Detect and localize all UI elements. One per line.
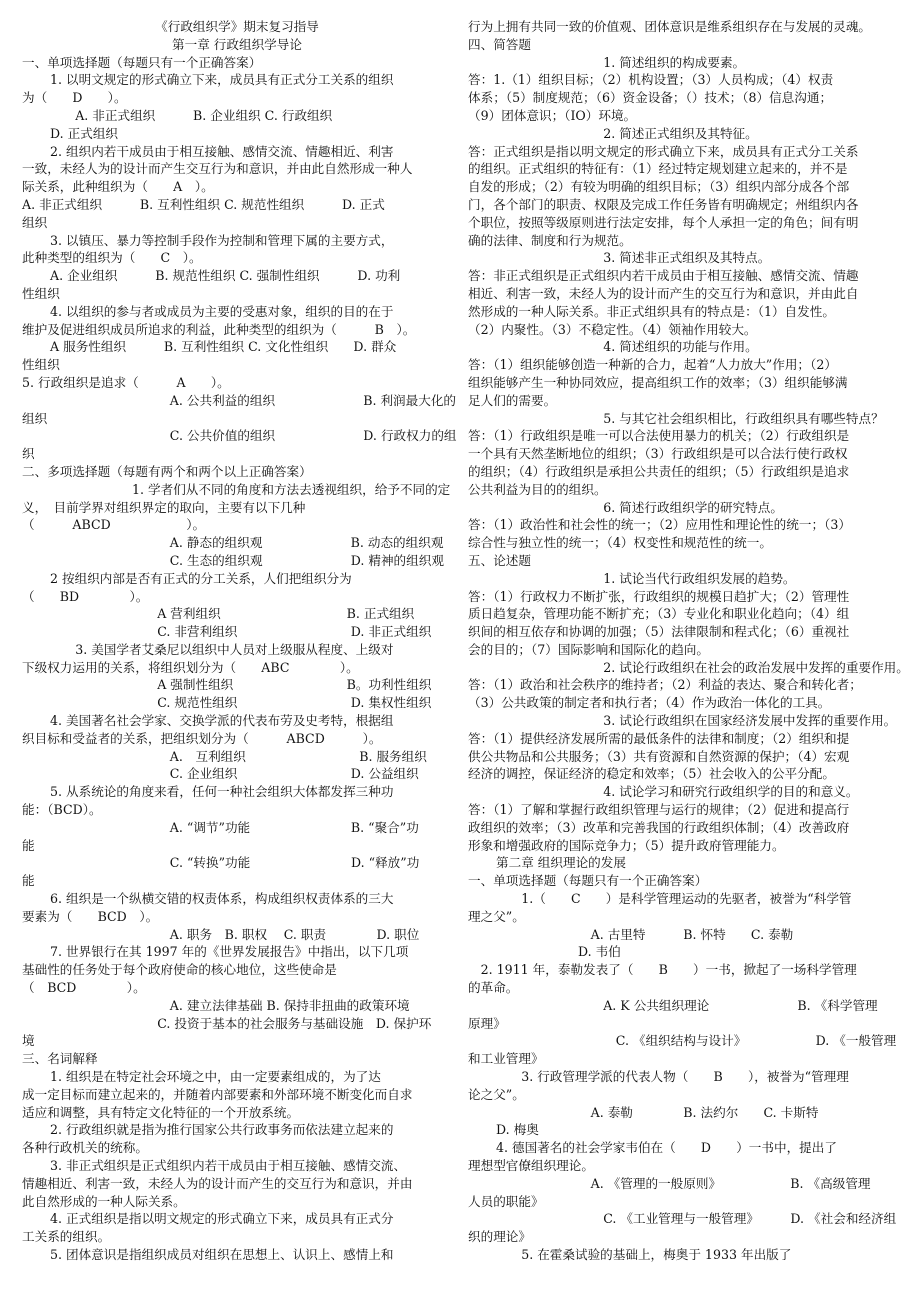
text-line: A 强制性组织 B。功利性组织 xyxy=(132,677,432,693)
text-line: 组织 xyxy=(22,410,48,426)
section-heading: 五、论述题 xyxy=(468,552,531,568)
text-line: 政组织的效率；（3）改革和完善我国的行政组织体制；（4）改善政府 xyxy=(468,819,850,835)
text-line: 境 xyxy=(22,1033,35,1049)
text-line: C. 生态的组织观 D. 精神的组织观 xyxy=(132,552,444,568)
text-line: 答：（1）行政权力不断扩张，行政组织的规模日趋扩大；（2）管理性 xyxy=(468,588,850,604)
text-line: 自发的形成；（2）有较为明确的组织目标；（3）组织内部分成各个部 xyxy=(468,179,850,195)
text-line: A. 企业组织 B. 规范性组织 C. 强制性组织 D. 功利 xyxy=(50,268,401,284)
text-line: A. 非正式组织 B. 企业组织 C. 行政组织 xyxy=(50,107,333,123)
text-line: 能 xyxy=(22,873,35,889)
text-line: 织 xyxy=(22,446,35,462)
text-line: A. 职务 B. 职权 C. 职责 D. 职位 xyxy=(132,926,420,942)
text-line: 答：（1）行政组织是唯一可以合法使用暴力的机关；（2）行政组织是 xyxy=(468,428,850,444)
text-line: 能 xyxy=(22,837,35,853)
text-line: 1. 简述组织的构成要素。 xyxy=(578,54,746,70)
text-line: 3. 以镇压、暴力等控制手段作为控制和管理下属的主要方式， xyxy=(50,232,394,248)
text-line: 答：（1）政治和社会秩序的维持者；（2）利益的表达、聚合和转化者； xyxy=(468,677,862,693)
text-line: 和工业管理》 xyxy=(468,1051,544,1067)
text-line: 成一定目标而建立起来的，并随着内部要素和外部环境不断变化而自求 xyxy=(22,1086,413,1102)
text-line: 答：（1）了解和掌握行政组织管理与运行的规律；（2）促进和提高行 xyxy=(468,802,850,818)
section-heading: 一、单项选择题（每题只有一个正确答案） xyxy=(468,873,708,889)
text-line: 论之父”。 xyxy=(468,1086,525,1102)
text-line: 3. 简述非正式组织及其特点。 xyxy=(578,250,771,266)
text-line: 形象和增强政府的国际竞争力；（5）提升政府管理能力。 xyxy=(468,837,785,853)
text-line: A 服务性组织 B. 互利性组织 C. 文化性组织 D. 群众 xyxy=(50,339,397,355)
text-line: 答：非正式组织是正式组织内若干成员由于相互接触、感情交流、情趣 xyxy=(468,268,859,284)
text-line: D. 韦伯 xyxy=(578,944,621,960)
text-line: （3）公共政策的制定者和执行者；（4）作为政治一体化的工具。 xyxy=(468,695,831,711)
text-line: 综合性与独立性的统一；（4）权变性和规范性的统一。 xyxy=(468,535,772,551)
text-line: 一致，未经人为的设计而产生交互行为和意识，并由此自然形成一种人 xyxy=(22,161,413,177)
text-line: 答：正式组织是指以明文规定的形式确立下来，成员具有正式分工关系 xyxy=(468,143,859,159)
text-line: 4. 美国著名社会学家、交换学派的代表布劳及史考特，根据组 xyxy=(50,713,394,729)
right-column xyxy=(468,18,909,1264)
text-line: C. 规范性组织 D. 集权性组织 xyxy=(132,695,432,711)
text-line: 织的理论》 xyxy=(468,1229,531,1245)
text-line: 2. 简述正式组织及其特征。 xyxy=(578,125,758,141)
text-line: 2. 1911 年，泰勒发表了（ B ）一书，掀起了一场科学管理 xyxy=(468,962,857,978)
text-line: 足人们的需要。 xyxy=(468,392,557,408)
text-line: （ BCD ）。 xyxy=(22,980,146,996)
text-line: A. 静态的组织观 B. 动态的组织观 xyxy=(132,535,444,551)
text-line: 义， 目前学界对组织界定的取向，主要有以下几种 xyxy=(22,499,306,515)
text-line: 5. 与其它社会组织相比，行政组织具有哪些特点？ xyxy=(578,410,884,426)
text-line: 人员的职能》 xyxy=(468,1193,544,1209)
text-line: 第二章 组织理论的发展 xyxy=(496,855,626,871)
text-line: 然形成的一种人际关系。非正式组织具有的特点是：（1）自发性。 xyxy=(468,303,835,319)
text-line: 4. 简述组织的功能与作用。 xyxy=(578,339,758,355)
text-line: 个职位，按照等级原则进行法定安排，每个人承担一定的角色；间有明 xyxy=(468,214,859,230)
text-line: 6. 组织是一个纵横交错的权责体系，构成组织权责体系的三大 xyxy=(50,891,394,907)
text-line: 2. 试论行政组织在社会的政治发展中发挥的重要作用。 xyxy=(578,659,909,675)
text-line: 理之父”。 xyxy=(468,908,525,924)
text-line: A. 古里特 B. 怀特 C. 泰勒 xyxy=(578,926,794,942)
text-line: 1. 试论当代行政组织发展的趋势。 xyxy=(578,570,796,586)
text-line: 3. 行政管理学派的代表人物（ B ），被誉为“管理理 xyxy=(496,1069,849,1085)
text-line: 工关系的组织。 xyxy=(22,1229,111,1245)
text-line: D. 正式组织 xyxy=(50,125,119,141)
text-line: 2. 组织内若干成员由于相互接触、感情交流、情趣相近、利害 xyxy=(50,143,394,159)
text-line: 为（ D ）。 xyxy=(22,90,127,106)
text-line: 质日趋复杂，管理功能不断扩充；（3）专业化和职业化趋向；（4）组 xyxy=(468,606,850,622)
text-line: 3. 试论行政组织在国家经济发展中发挥的重要作用。 xyxy=(578,713,897,729)
text-line: 答：（1）政治性和社会性的统一；（2）应用性和理论性的统一；（3） xyxy=(468,517,851,533)
text-line: 4. 德国著名的社会学家韦伯在（ D ）一书中，提出了 xyxy=(496,1140,837,1156)
text-line: 2. 行政组织就是指为推行国家公共行政事务而依法建立起来的 xyxy=(50,1122,394,1138)
section-heading: 二、多项选择题（每题有两个和两个以上正确答案） xyxy=(22,463,312,479)
text-line: 的组织；（4）行政组织是承担公共责任的组织；（5）行政组织是追求 xyxy=(468,463,850,479)
text-line: 相近、利害一致，未经人为的设计而产生的交互行为和意识，并由此自 xyxy=(468,285,859,301)
section-heading: 一、单项选择题（每题只有一个正确答案） xyxy=(22,54,262,70)
text-line: 的革命。 xyxy=(468,980,519,996)
text-line: C. 公共价值的组织 D. 行政权力的组 xyxy=(132,428,457,444)
text-line: 维护及促进组织成员所追求的利益，此种类型的组织为（ B ）。 xyxy=(22,321,416,337)
text-line: 1. 组织是在特定社会环境之中，由一定要素组成的，为了达 xyxy=(50,1069,381,1085)
text-line: 此种类型的组织为（ C ）。 xyxy=(22,250,202,266)
text-line: 1. 以明文规定的形式确立下来，成员具有正式分工关系的组织 xyxy=(50,72,394,88)
text-line: D. 梅奥 xyxy=(496,1122,539,1138)
text-line: 原理》 xyxy=(468,1015,506,1031)
text-line: 5. 在霍桑试验的基础上，梅奥于 1933 年出版了 xyxy=(496,1246,792,1262)
text-line: 3. 非正式组织是正式组织内若干成员由于相互接触、感情交流、 xyxy=(50,1158,407,1173)
text-line: 门，各个部门的职责、权限及完成工作任务皆有明确规定；州组织内各 xyxy=(468,196,859,212)
text-line: 性组织 xyxy=(22,357,60,373)
text-line: 行为上拥有共同一致的价值观、团体意识是维系组织存在与发展的灵魂。 xyxy=(468,19,871,34)
text-line: 1.（ C ）是科学管理运动的先驱者，被誉为“科学管 xyxy=(496,891,852,907)
text-line: 5. 从系统论的角度来看，任何一种社会组织大体都发挥三种功 xyxy=(50,784,394,800)
text-line: C. 《工业管理与一般管理》 D. 《社会和经济组 xyxy=(578,1211,897,1227)
text-line: 5. 行政组织是追求（ A ）。 xyxy=(22,374,230,390)
text-line: 际关系，此种组织为（ A ）。 xyxy=(22,179,214,195)
text-line: C. 企业组织 D. 公益组织 xyxy=(132,766,419,782)
text-line: （ ABCD ）。 xyxy=(22,517,206,533)
text-line: 7. 世界银行在其 1997 年的《世界发展报告》中指出，以下几项 xyxy=(50,944,409,960)
text-line: （ BD ）。 xyxy=(22,588,149,604)
text-line: 适应和调整，具有特定文化特征的一个开放系统。 xyxy=(22,1104,300,1120)
text-line: 确的法律、制度和行为规范。 xyxy=(468,232,632,248)
title-line: 第一章 行政组织学导论 xyxy=(172,36,302,52)
text-line: 各种行政机关的统称。 xyxy=(22,1140,148,1156)
text-line: 公共利益为目的的组织。 xyxy=(468,481,607,497)
text-line: C. “转换”功能 D. “释放”功 xyxy=(132,855,420,871)
text-line: 6. 简述行政组织学的研究特点。 xyxy=(578,499,783,515)
text-line: 经济的调控，保证经济的稳定和效率；（5）社会收入的公平分配。 xyxy=(468,766,835,782)
text-line: A 营利组织 B. 正式组织 xyxy=(132,606,415,622)
text-line: A. K 公共组织理论 B. 《科学管理 xyxy=(578,997,878,1013)
text-line: C. 非营利组织 D. 非正式组织 xyxy=(132,624,432,640)
text-line: C. 《组织结构与设计》 D. 《一般管理 xyxy=(578,1033,897,1049)
text-line: A. 《管理的一般原则》 B. 《高级管理 xyxy=(578,1175,871,1191)
text-line: 4. 以组织的参与者或成员为主要的受惠对象，组织的目的在于 xyxy=(50,303,394,319)
text-line: 织目标和受益者的关系，把组织划分为（ ABCD ）。 xyxy=(22,730,382,746)
text-line: 供公共物品和公共服务；（3）共有资源和自然资源的保护；（4）宏观 xyxy=(468,748,850,764)
title-line: 《行政组织学》期末复习指导 xyxy=(155,19,319,34)
text-line: 4. 试论学习和研究行政组织学的目的和意义。 xyxy=(578,784,859,800)
text-line: 一个具有天然垄断地位的组织；（3）行政组织是可以合法行使行政权 xyxy=(468,446,848,462)
text-line: 此自然形成的一种人际关系。 xyxy=(22,1193,186,1209)
text-line: 会的目的；（7）国际影响和国际化的趋向。 xyxy=(468,641,709,657)
text-line: 答：1.（1）组织目标；（2）机构设置；（3）人员构成；（4）权责 xyxy=(468,72,834,88)
text-line: C. 投资于基本的社会服务与基础设施 D. 保护环 xyxy=(132,1015,432,1031)
text-line: 2 按组织内部是否有正式的分工关系，人们把组织分为 xyxy=(50,570,352,586)
text-line: A. “调节”功能 B. “聚合”功 xyxy=(132,819,419,835)
text-line: 要素为（ BCD ）。 xyxy=(22,908,159,924)
text-line: 1. 学者们从不同的角度和方法去透视组织，给予不同的定 xyxy=(132,481,451,497)
text-line: A. 非正式组织 B. 互利性组织 C. 规范性组织 D. 正式 xyxy=(22,196,385,212)
text-line: 答：（1）提供经济发展所需的最低条件的法律和制度；（2）组织和提 xyxy=(468,730,850,746)
text-line: A. 互利组织 B. 服务组织 xyxy=(132,748,427,764)
text-line: 情趣相近、利害一致，未经人为的设计而产生的交互行为和意识，并由 xyxy=(22,1175,413,1191)
text-line: 能：（BCD）。 xyxy=(22,802,102,818)
text-line: A. 公共利益的组织 B. 利润最大化的 xyxy=(132,392,457,408)
text-line: 性组织 xyxy=(22,285,60,301)
text-line: 答：（1）组织能够创造一种新的合力，起着“人力放大”作用；（2） xyxy=(468,357,837,373)
text-line: 5. 团体意识是指组织成员对组织在思想上、认识上、感情上和 xyxy=(50,1246,394,1262)
text-line: 下级权力运用的关系，将组织划分为（ ABC ）。 xyxy=(22,659,359,675)
text-line: 组织 xyxy=(22,214,48,230)
text-line: 基础性的任务处于每个政府使命的核心地位，这些使命是 xyxy=(22,962,337,978)
text-line: 织间的相互依存和协调的加强；（5）法律限制和程式化；（6）重视社 xyxy=(468,624,850,640)
text-line: 的组织。正式组织的特征有：（1）经过特定规划建立起来的，并不是 xyxy=(468,161,848,177)
left-column xyxy=(22,18,457,1264)
text-line: 理想型官僚组织理论。 xyxy=(468,1158,594,1173)
text-line: 体系；（5）制度规范；（6）资金设备；（）技术；（8）信息沟通； xyxy=(468,90,833,106)
section-heading: 三、名词解释 xyxy=(22,1051,98,1067)
text-line: 3. 美国学者艾桑尼以组织中人员对上级服从程度、上级对 xyxy=(50,641,394,657)
section-heading: 四、简答题 xyxy=(468,36,531,52)
text-line: 4. 正式组织是指以明文规定的形式确立下来，成员具有正式分 xyxy=(50,1211,394,1227)
text-line: 组织能够产生一种协同效应，提高组织工作的效率；（3）组织能够满 xyxy=(468,374,848,390)
text-line: （2）内聚性。（3）不稳定性。（4）领袖作用较大。 xyxy=(468,321,757,337)
text-line: （9）团体意识；（IO）环境。 xyxy=(468,107,637,123)
text-line: A. 泰勒 B. 法约尔 C. 卡斯特 xyxy=(578,1104,819,1120)
text-line: A. 建立法律基础 B. 保持非扭曲的政策环境 xyxy=(132,997,410,1013)
